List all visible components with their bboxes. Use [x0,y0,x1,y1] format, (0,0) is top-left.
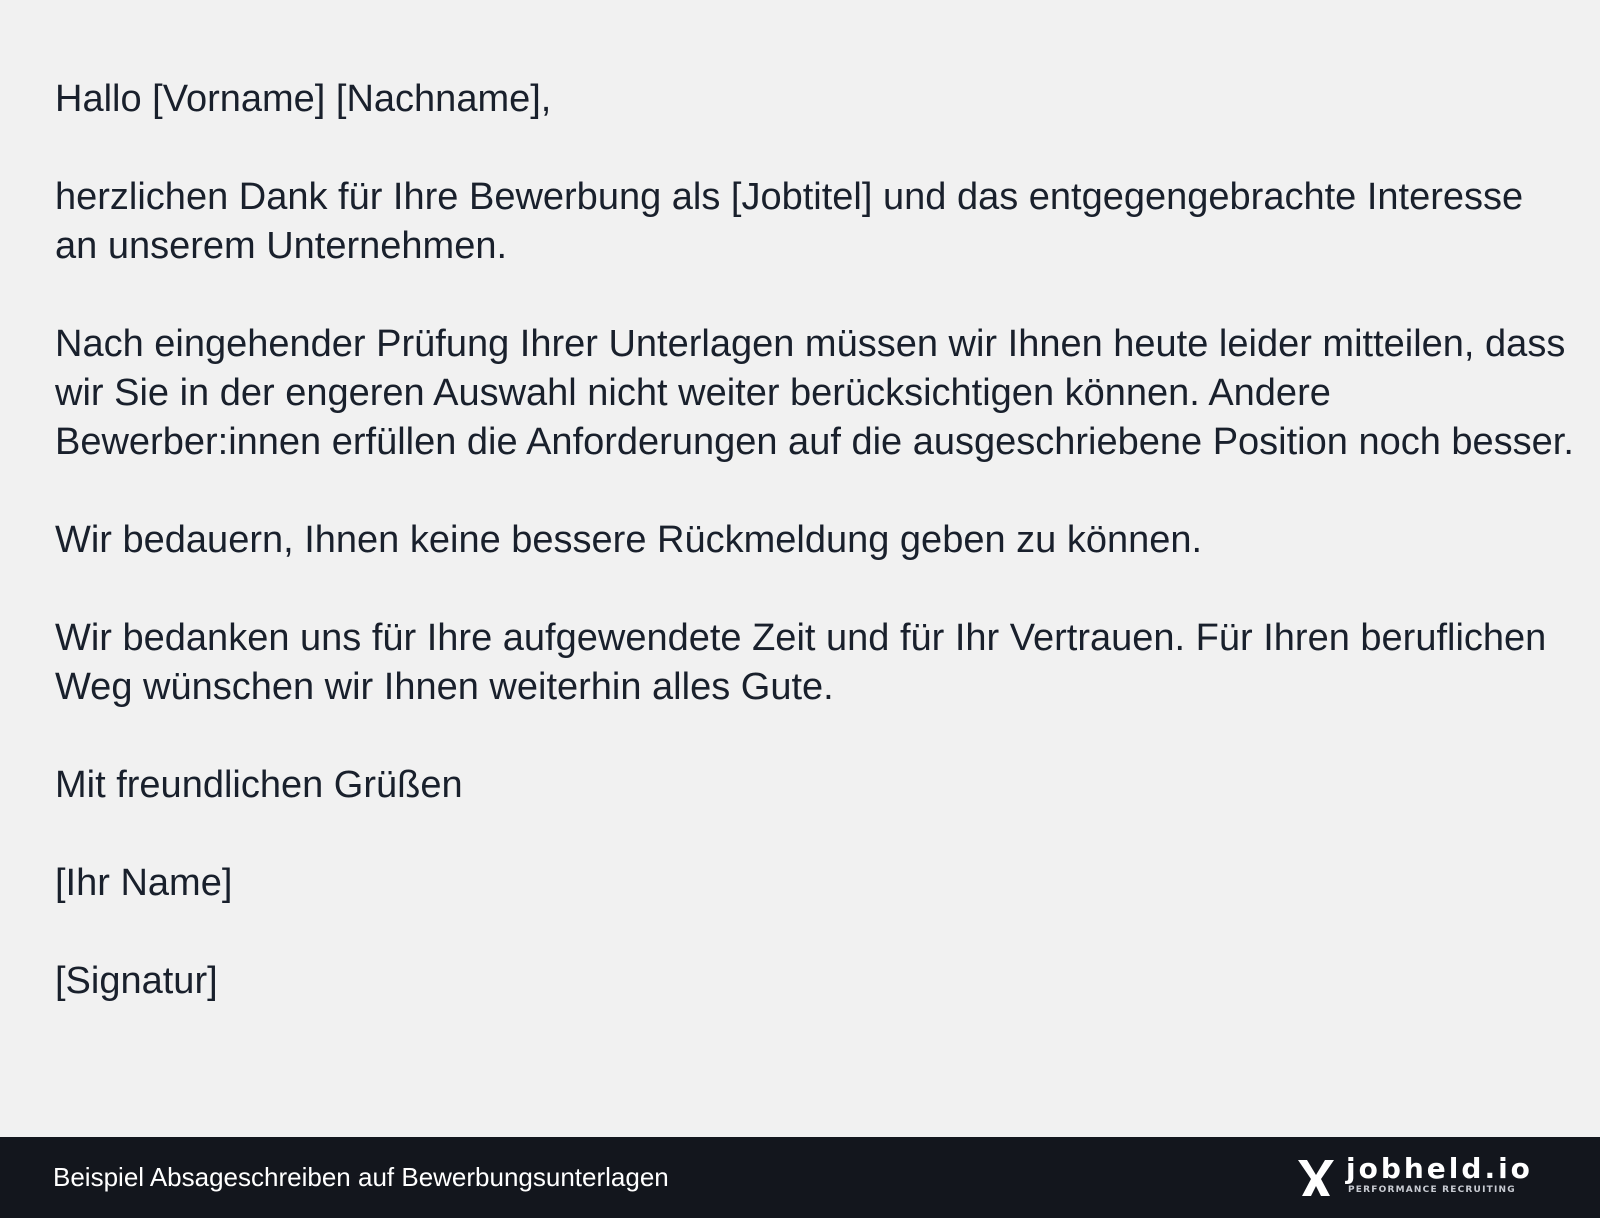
footer-caption: Beispiel Absageschreiben auf Bewerbungsunterlagen [53,1162,669,1192]
footer-bar [0,1137,1600,1218]
letter-name-placeholder: [Ihr Name] [55,862,233,904]
letter-closing: Mit freundlichen Grüßen [55,764,463,806]
letter-greeting: Hallo [Vorname] [Nachname], [55,78,552,120]
jobheld-logo-icon [1296,1158,1336,1198]
letter-paragraph-thanks: herzlichen Dank für Ihre Bewerbung als [Jobtitel] und das entgegengebrachte Interesse an unserem Unternehmen. [55,176,1524,267]
letter-signature-placeholder: [Signatur] [55,960,218,1002]
letter-paragraph-regret: Wir bedauern, Ihnen keine bessere Rückmeldung geben zu können. [55,519,1203,561]
letter-paragraph-wishes: Wir bedanken uns für Ihre aufgewendete Zeit und für Ihr Vertrauen. Für Ihren beruflichen Weg wünschen wir Ihnen weiterhin alles Gute. [55,617,1547,708]
brand-tagline: PERFORMANCE RECRUITING [1348,1185,1516,1195]
brand-name: jobheld.io [1346,1152,1533,1185]
letter-paragraph-rejection: Nach eingehender Prüfung Ihrer Unterlagen müssen wir Ihnen heute leider mitteilen, dass wir Sie in der engeren Auswahl nicht weiter berücksichtigen können. Andere Bewerber:innen erfüllen die Anforderungen auf die ausgeschriebene Position noch besser. [55,323,1574,463]
brand-logo [1296,1154,1536,1202]
letter-body [55,75,1575,1055]
